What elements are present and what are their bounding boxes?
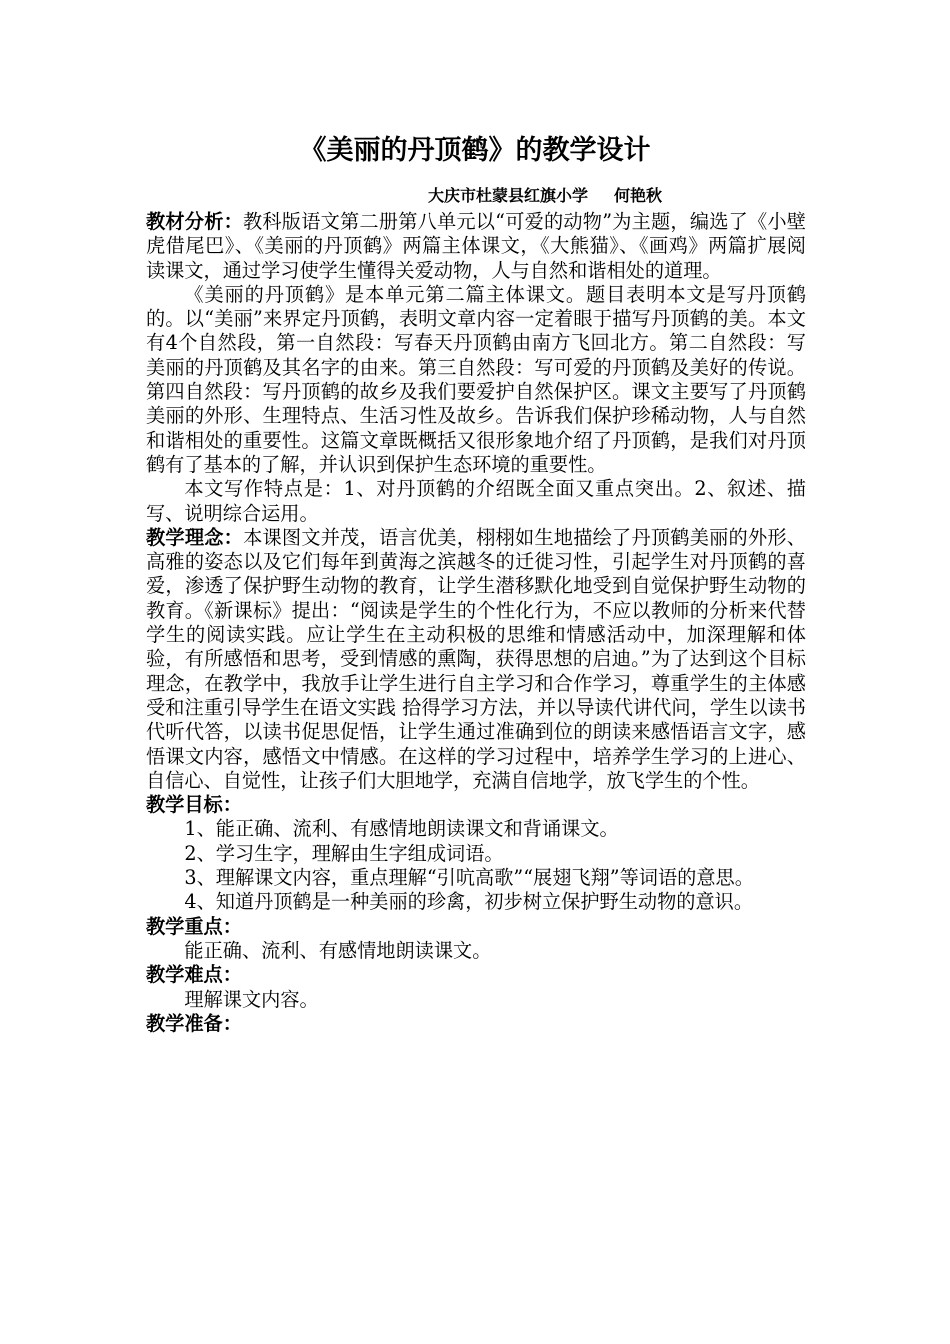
key-heading: 教学重点： [146,914,242,938]
goal-item: 3、理解课文内容，重点理解“引吭高歌”“展翅飞翔”等词语的意思。 [184,866,754,890]
analysis-paragraph-3: 本文写作特点是：1、对丹顶鹤的介绍既全面又重点突出。2、叙述、描写、说明综合运用。 [146,477,806,525]
page-title: 《美丽的丹顶鹤》的教学设计 [299,135,651,166]
author-school: 大庆市杜蒙县红旗小学 [428,186,589,205]
document-body [146,210,806,1036]
analysis-heading: 教材分析： [146,210,243,233]
author-name: 何艳秋 [614,186,663,205]
difficulty-text: 理解课文内容。 [184,987,319,1011]
goal-item: 2、学习生字，理解由生字组成词语。 [184,841,504,865]
difficulty-heading: 教学难点： [146,963,242,987]
concept-heading: 教学理念： [146,525,244,549]
concept-text: 本课图文并茂，语言优美，栩栩如生地描绘了丹顶鹤美丽的外形、高雅的姿态以及它们每年到黄海之滨越冬的迁徙习性，引起学生对丹顶鹤的喜爱，渗透了保护野生动物的教育，让学生潜移默化地受到自觉保护野生动物的教育。《新课标》提出：“阅读是学生的个性化行为，不应以教师的分析来代替学生的阅读实践。应让学生在主动积极的思维和情感活动中，加深理解和体验，有所感悟和思考，受到情感的熏陶，获得思想的启迪。”为了达到这个目标理念，在教学中，我放手让学生进行自主学习和合作学习，尊重学生的主体感受和注重引导学生在语文实践 拾得学习方法，并以导读代讲代问，学生以读书代听代答，以读书促思促悟，让学生通过准确到位的朗读来感悟语言文字，感悟课文内容，感悟文中情感。在这样的学习过程中，培养学生学习的上进心、自信心、自觉性，让孩子们大胆地学，充满自信地学，放飞学生的个性。 [146,525,806,792]
analysis-paragraph-2: 《美丽的丹顶鹤》是本单元第二篇主体课文。题目表明本文是写丹顶鹤的。以“美丽”来界定丹顶鹤，表明文章内容一定着眼于描写丹顶鹤的美。本文有4个自然段，第一自然段：写春天丹顶鹤由南方飞回北方。第二自然段：写美丽的丹顶鹤及其名字的由来。第三自然段：写可爱的丹顶鹤及美好的传说。第四自然段：写丹顶鹤的故乡及我们要爱护自然保护区。课文主要写了丹顶鹤美丽的外形、生理特点、生活习性及故乡。告诉我们保护珍稀动物，人与自然和谐相处的重要性。这篇文章既概括又很形象地介绍了丹顶鹤，是我们对丹顶鹤有了基本的了解，并认识到保护生态环境的重要性。 [146,282,806,476]
author-line [428,184,662,208]
goal-item: 4、知道丹顶鹤是一种美丽的珍禽，初步树立保护野生动物的意识。 [184,890,754,914]
analysis-paragraph [146,210,806,283]
goals-heading: 教学目标： [146,793,242,817]
prep-heading: 教学准备： [146,1011,242,1035]
goal-item: 1、能正确、流利、有感情地朗读课文和背诵课文。 [184,817,619,841]
concept-paragraph [146,526,806,793]
key-text: 能正确、流利、有感情地朗读课文。 [184,938,492,962]
analysis-text: 教科版语文第二册第八单元以“可爱的动物”为主题，编选了《小壁虎借尾巴》、《美丽的丹顶鹤》两篇主体课文，《大熊猫》、《画鸡》两篇扩展阅读课文，通过学习使学生懂得关爱动物，人与自然和谐相处的道理。 [146,210,806,282]
